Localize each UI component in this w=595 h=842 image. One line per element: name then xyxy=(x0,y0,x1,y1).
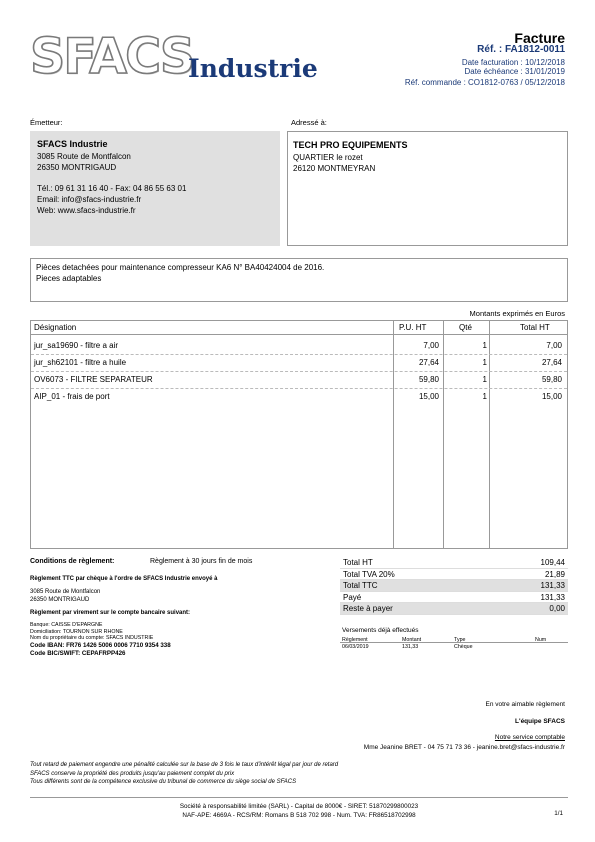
issuer-phone: Tél.: 09 61 31 16 40 - Fax: 04 86 55 63 01 xyxy=(37,184,187,193)
payment-amount: 131,33 xyxy=(402,643,419,650)
payment-terms-label: Conditions de règlement: xyxy=(30,558,115,565)
bic-code: Code BIC/SWIFT: CEPAFRPP426 xyxy=(30,649,126,657)
cell-unit-price: 7,00 xyxy=(423,341,439,350)
invoice-note xyxy=(30,258,568,302)
cell-quantity: 1 xyxy=(482,358,487,367)
cell-designation: jur_sh62101 - filtre a huile xyxy=(34,358,127,367)
cheque-title: Règlement TTC par chèque à l'ordre de SFACS Industrie envoyé à xyxy=(30,576,218,582)
transfer-title: Règlement par virement sur le compte bancaire suivant: xyxy=(30,610,191,616)
totals-row xyxy=(340,557,568,569)
note-line2: Pieces adaptables xyxy=(36,274,102,283)
table-header xyxy=(31,321,567,335)
items-table xyxy=(30,320,568,549)
document-title: Facture xyxy=(514,30,565,46)
recipient-address1: QUARTIER le rozet xyxy=(293,153,363,162)
account-owner: Nom du propriétaire du compte: SFACS INDUSTRIE xyxy=(30,635,154,641)
recipient-name: TECH PRO EQUIPEMENTS xyxy=(293,140,408,150)
cell-quantity: 1 xyxy=(482,341,487,350)
total-label: Total HT xyxy=(343,558,373,567)
payments-table xyxy=(340,636,568,651)
totals-row xyxy=(340,592,568,604)
bank-domiciliation: Domiciliation: TOURNON SUR RHONE xyxy=(30,628,123,635)
total-value: 131,33 xyxy=(540,581,565,590)
bank-details xyxy=(30,622,171,658)
issuer-label: Émetteur: xyxy=(30,118,63,127)
total-value: 131,33 xyxy=(540,592,565,602)
issuer-box xyxy=(30,131,280,246)
signature-contact: Mme Jeanine BRET - 04 75 71 73 36 - jeanine.bret@sfacs-industrie.fr xyxy=(363,744,565,751)
issuer-address1: 3085 Route de Montfalcon xyxy=(37,152,131,161)
cheque-address1: 3085 Route de Montfalcon xyxy=(30,589,101,595)
header-designation: Désignation xyxy=(34,323,77,332)
bank-name: Banque: CAISSE D'EPARGNE xyxy=(30,622,103,628)
invoice-reference: Réf. : FA1812-0011 xyxy=(477,44,565,55)
logo-brand-text: SFACS xyxy=(30,28,194,85)
totals-row xyxy=(340,603,568,615)
logo-sub-text: Industrie xyxy=(188,54,318,83)
cell-designation: OV6073 - FILTRE SEPARATEUR xyxy=(34,375,153,384)
payment-type: Chèque xyxy=(454,643,473,650)
cell-unit-price: 27,64 xyxy=(418,358,439,367)
page-footer xyxy=(30,797,568,820)
recipient-box xyxy=(287,131,568,246)
company-logo xyxy=(30,28,320,85)
due-date: Date échéance : 31/01/2019 xyxy=(464,67,565,76)
total-value: 21,89 xyxy=(544,569,565,579)
legal-line2: SFACS conserve la propriété des produits jusqu'au paiement complet du prix xyxy=(30,770,235,777)
legal-line3: Tous différents sont de la compétence exclusive du tribunal de commerce du siège social de SFACS xyxy=(30,779,297,785)
table-row xyxy=(31,373,567,389)
payments-header-amount: Montant xyxy=(402,636,422,643)
issuer-web: Web: www.sfacs-industrie.fr xyxy=(37,206,136,215)
cell-total: 59,80 xyxy=(541,375,562,384)
table-row xyxy=(31,356,567,372)
issuer-name: SFACS Industrie xyxy=(37,139,108,149)
header-unit-price: P.U. HT xyxy=(399,323,427,332)
totals-row xyxy=(340,569,568,581)
footer-line1: Société à responsabilité limitée (SARL) - Capital de 8000€ - SIRET: 51870299800023 xyxy=(179,803,419,810)
issuer-email: Email: info@sfacs-industrie.fr xyxy=(37,195,142,204)
header-quantity: Qté xyxy=(459,323,472,332)
signature-service: Notre service comptable xyxy=(494,734,565,741)
table-row xyxy=(31,339,567,355)
total-value: 0,00 xyxy=(549,604,565,613)
invoice-date: Date facturation : 10/12/2018 xyxy=(461,58,565,67)
payments-row xyxy=(340,643,568,651)
legal-notice xyxy=(30,761,338,787)
iban-code: Code IBAN: FR76 1426 5006 0006 7710 9354 338 xyxy=(30,641,171,649)
signature-team: L'équipe SFACS xyxy=(515,718,565,725)
payments-title: Versements déjà effectués xyxy=(342,627,419,634)
totals-row xyxy=(340,580,568,592)
total-label: Reste à payer xyxy=(343,604,393,613)
cell-quantity: 1 xyxy=(482,392,487,401)
total-label: Total TVA 20% xyxy=(343,569,395,579)
payments-header-date: Règlement xyxy=(342,636,368,643)
note-line1: Pièces detachées pour maintenance compresseur KA6 N° BA40424004 de 2016. xyxy=(36,263,325,272)
cell-total: 7,00 xyxy=(546,341,562,350)
footer-line2: NAF-APE: 4669A - RCS/RM: Romans B 518 702 998 - Num. TVA: FR86518702998 xyxy=(182,812,416,819)
payments-header-type: Type xyxy=(454,636,466,643)
cell-total: 15,00 xyxy=(541,392,562,401)
recipient-address2: 26120 MONTMEYRAN xyxy=(293,164,376,173)
payments-header-num: Num xyxy=(535,636,547,643)
totals-box xyxy=(340,557,568,615)
total-value: 109,44 xyxy=(540,558,565,567)
cell-unit-price: 59,80 xyxy=(418,375,439,384)
cell-designation: AIP_01 - frais de port xyxy=(34,392,110,401)
currency-note: Montants exprimés en Euros xyxy=(469,309,565,318)
total-label: Total TTC xyxy=(343,581,378,590)
page-number: 1/1 xyxy=(554,810,563,817)
cell-total: 27,64 xyxy=(541,358,562,367)
table-row xyxy=(31,390,567,406)
order-reference: Réf. commande : CO1812-0763 / 05/12/2018 xyxy=(404,78,565,87)
cell-quantity: 1 xyxy=(482,375,487,384)
cell-designation: jur_sa19690 - filtre a air xyxy=(34,341,119,350)
payment-terms-value: Règlement à 30 jours fin de mois xyxy=(150,558,253,565)
cheque-address2: 26350 MONTRIGAUD xyxy=(30,597,90,603)
payments-header xyxy=(340,636,568,643)
closing-line: En votre aimable règlement xyxy=(485,701,565,708)
recipient-label: Adressé à: xyxy=(291,118,327,127)
cell-unit-price: 15,00 xyxy=(418,392,439,401)
total-label: Payé xyxy=(343,592,362,602)
legal-line1: Tout retard de paiement engendre une pénalité calculée sur la base de 3 fois le taux d'intérêt légal par jour de retard xyxy=(30,762,339,768)
payment-date: 06/03/2019 xyxy=(342,643,369,650)
header-total: Total HT xyxy=(520,323,550,332)
issuer-address2: 26350 MONTRIGAUD xyxy=(37,163,117,172)
